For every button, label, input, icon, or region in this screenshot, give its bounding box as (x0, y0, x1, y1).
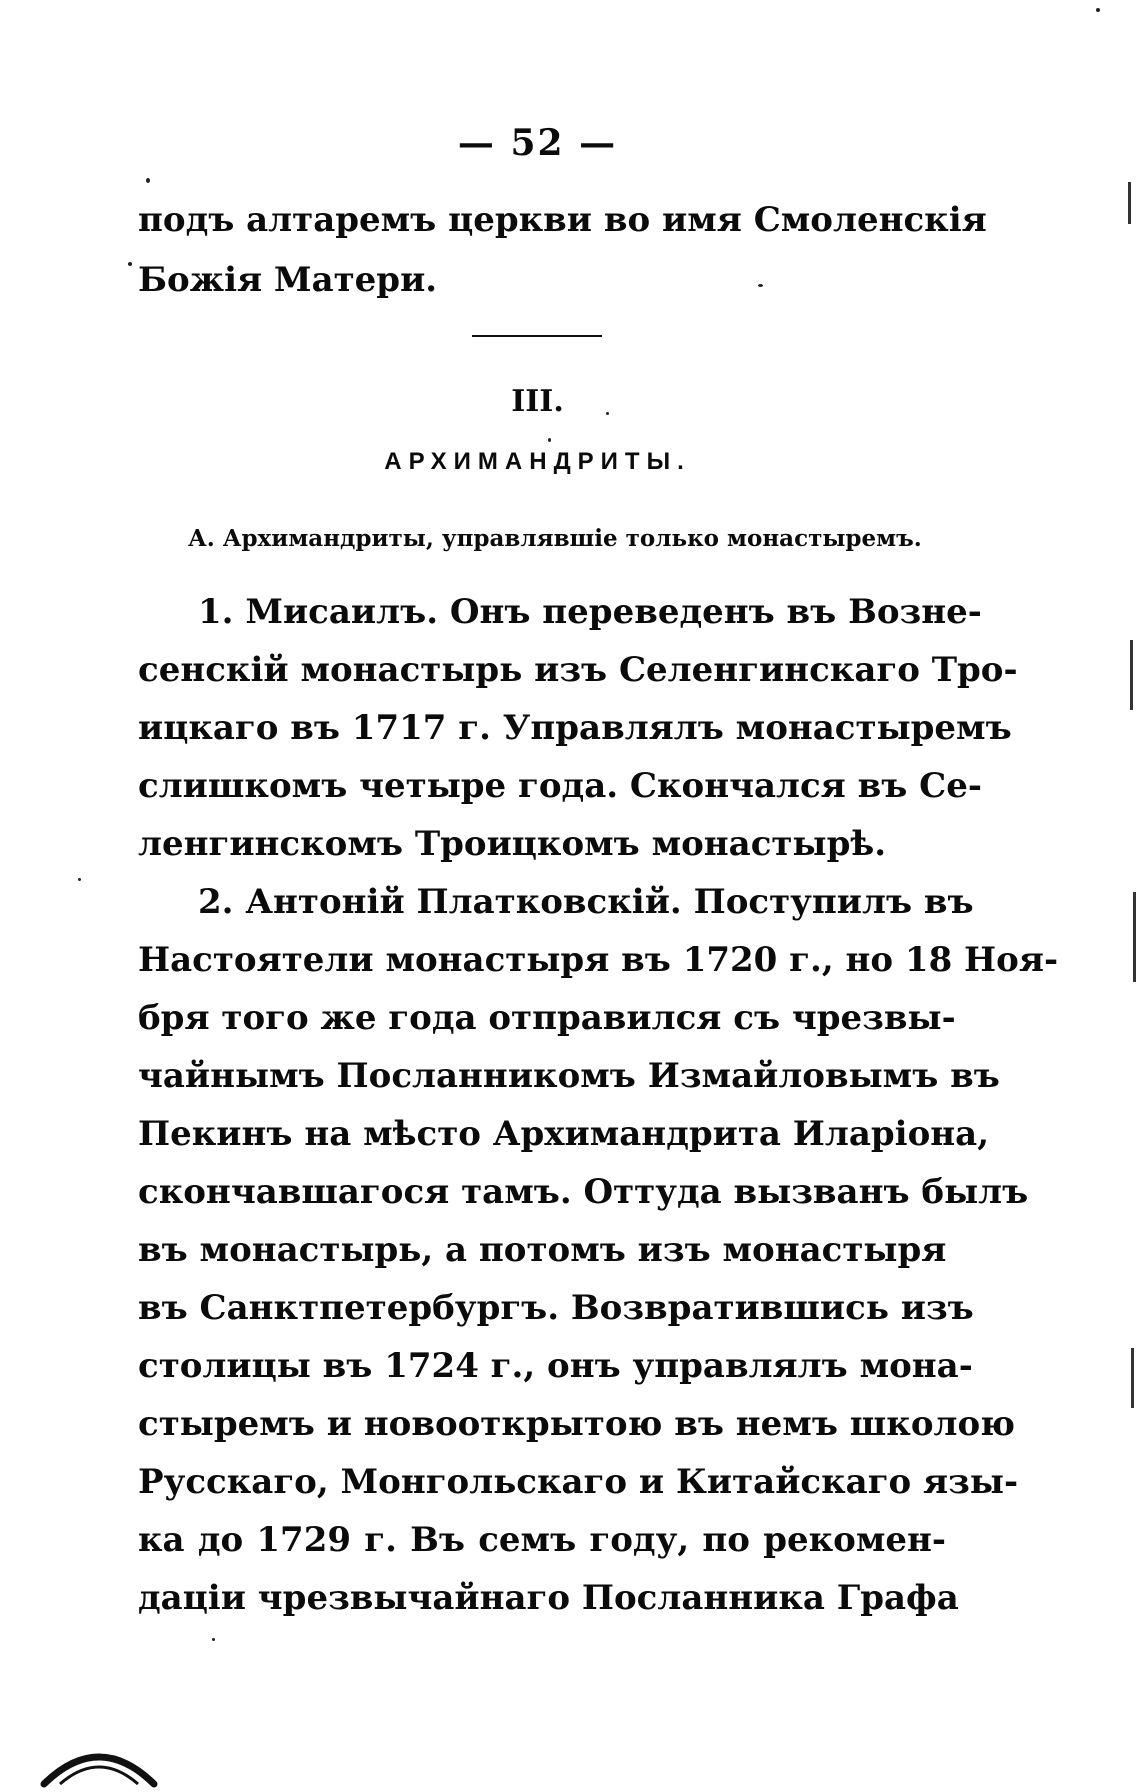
entry-1-line: ленгинскомъ Троицкомъ монастырѣ. (138, 824, 887, 864)
entry-1-line: 1. Мисаилъ. Онъ переведенъ въ Возне- (198, 592, 982, 632)
scan-speck (548, 438, 551, 442)
entry-2-line: 2. Антоній Платковскій. Поступилъ въ (198, 882, 974, 922)
scan-speck (758, 284, 763, 287)
text-line: Божія Матери. (138, 260, 438, 300)
scan-speck (128, 262, 132, 266)
section-title: АРХИМАНДРИТЫ. (384, 448, 691, 475)
entry-2-line: Настоятели монастыря въ 1720 г., но 18 Ноя- (138, 940, 1059, 980)
scan-speck (146, 178, 150, 183)
scan-speck (78, 878, 81, 881)
page-edge-mark (1133, 892, 1136, 982)
page-edge-mark (1130, 640, 1133, 710)
page-number: — 52 — (457, 122, 618, 164)
entry-2-line: чайнымъ Посланникомъ Измайловымъ въ (138, 1056, 1000, 1096)
entry-2-line: даціи чрезвычайнаго Посланника Графа (138, 1578, 959, 1618)
subsection-heading: А. Архимандриты, управлявшіе только монастыремъ. (188, 525, 922, 552)
page-edge-mark (1128, 182, 1131, 224)
text-line: подъ алтаремъ церкви во имя Смоленскія (138, 200, 987, 240)
scan-speck (606, 412, 609, 415)
scan-speck (1096, 8, 1100, 12)
entry-2-line: стыремъ и новооткрытою въ немъ школою (138, 1404, 1016, 1444)
arch-ornament-icon (40, 1738, 158, 1788)
entry-2-line: столицы въ 1724 г., онъ управлялъ мона- (138, 1346, 973, 1386)
section-number: III. (511, 384, 564, 419)
scan-speck (212, 1638, 215, 1641)
entry-2-line: въ монастырь, а потомъ изъ монастыря (138, 1230, 947, 1270)
entry-1-line: сенскій монастырь изъ Селенгинскаго Тро- (138, 650, 1018, 690)
entry-2-line: скончавшагося тамъ. Оттуда вызванъ былъ (138, 1172, 1029, 1212)
entry-2-line: въ Санктпетербургъ. Возвратившись изъ (138, 1288, 974, 1328)
entry-2-line: ка до 1729 г. Въ семъ году, по рекомен- (138, 1520, 946, 1560)
entry-2-line: Пекинъ на мѣсто Архимандрита Иларіона, (138, 1114, 990, 1154)
entry-2-line: Русскаго, Монгольскаго и Китайскаго язы- (138, 1462, 1019, 1502)
entry-2-line: бря того же года отправился съ чрезвы- (138, 998, 956, 1038)
entry-1-line: слишкомъ четыре года. Скончался въ Се- (138, 766, 982, 806)
section-divider (472, 335, 602, 337)
entry-1-line: ицкаго въ 1717 г. Управлялъ монастыремъ (138, 708, 1012, 748)
page-edge-mark (1131, 1348, 1134, 1408)
